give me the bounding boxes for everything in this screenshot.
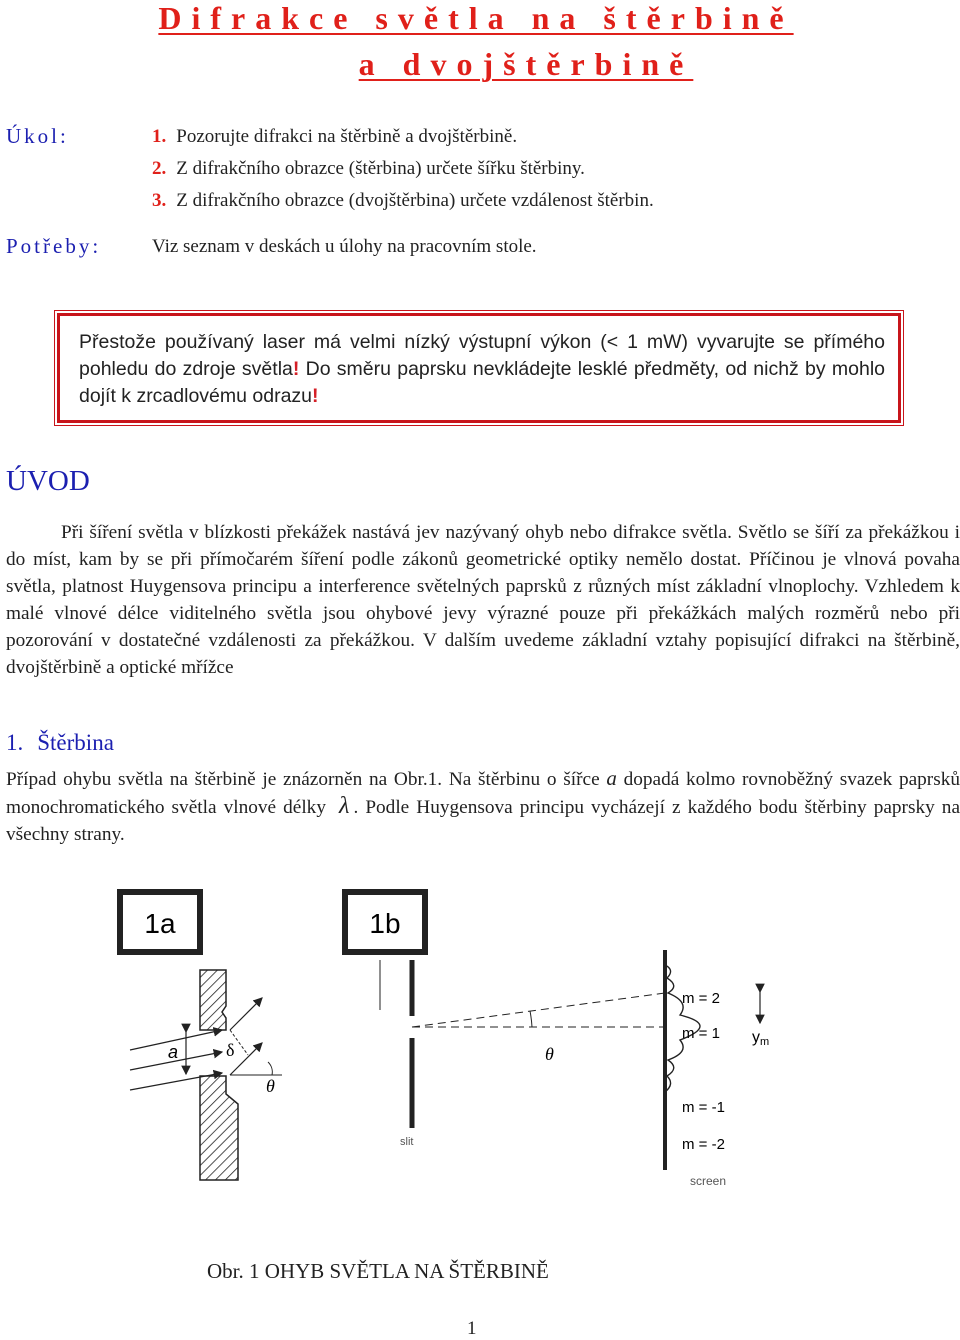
order-label: m = -1 [682, 1099, 725, 1116]
warning-exclamation: ! [312, 385, 319, 407]
figure-label-1a: 1a [144, 908, 176, 939]
warning-exclamation: ! [292, 358, 300, 380]
task-item [152, 190, 654, 212]
diffracted-ray [230, 1043, 262, 1075]
diffraction-figure [0, 880, 960, 1210]
theta-label-1b: θ [545, 1044, 554, 1064]
warning-sentence-2: Do směru paprsku nevkládejte lesklé předměty, od nichž by mohlo dojít k zrcadlovému odrazu [79, 358, 885, 407]
task-number: 2. [152, 158, 167, 179]
section-heading [6, 730, 114, 756]
order-label: m = 2 [682, 990, 720, 1007]
angle-arc [530, 1011, 532, 1027]
diffracted-ray [230, 998, 262, 1030]
task-label: Úkol: [6, 124, 69, 148]
figure-caption: Obr. 1 OHYB SVĚTLA NA ŠTĚRBINĚ [207, 1259, 549, 1283]
warning-sentence-1: Přestože používaný laser má velmi nízký výstupní výkon (< 1 mW) vyvarujte se přímého pohledu do zdroje světla [79, 331, 885, 380]
safety-warning-box [57, 313, 901, 423]
section-text-part: Případ ohybu světla na štěrbině je znázorněn na Obr.1. Na štěrbinu o šířce [6, 769, 607, 790]
section-text-part: dopadá kolmo rovnoběžný svazek paprsků monochromatického světla vlnové délky [6, 769, 960, 818]
intro-paragraph [6, 519, 960, 681]
angle-arc [268, 1062, 272, 1075]
lambda-symbol: λ [339, 793, 350, 819]
task-number: 3. [152, 190, 167, 211]
equipment-label: Potřeby: [6, 234, 102, 258]
slit-width-label: a [168, 1042, 179, 1062]
delta-label: δ [226, 1040, 235, 1060]
ym-label: ym [752, 1029, 770, 1048]
section-text-part: . Podle Huygensova principu vycházejí z každého bodu štěrbiny paprsky na všechny strany. [6, 797, 960, 845]
section-paragraph [6, 765, 960, 848]
task-text: Z difrakčního obrazce (štěrbina) určete šířku štěrbiny. [176, 158, 585, 179]
figure-label-1b: 1b [369, 908, 401, 939]
safety-warning-text [79, 329, 885, 410]
diffraction-diagram [0, 880, 960, 1210]
task-text: Pozorujte difrakci na štěrbině a dvojštěrbině. [176, 126, 518, 147]
intro-heading: ÚVOD [6, 465, 90, 497]
task-item [152, 158, 585, 180]
slit-wall-lower [200, 1076, 238, 1180]
slit-label: slit [400, 1136, 414, 1148]
task-text: Z difrakčního obrazce (dvojštěrbina) určete vzdálenost štěrbin. [176, 190, 654, 211]
slit-width-symbol: a [606, 766, 617, 790]
section-title: Štěrbina [37, 730, 114, 755]
theta-label-1a: θ [266, 1076, 275, 1096]
page-title-line2: a dvojštěrbině [358, 46, 694, 82]
slit-wall-upper [200, 970, 226, 1030]
section-number: 1. [6, 730, 24, 755]
page-number: 1 [467, 1318, 477, 1339]
screen-label: screen [690, 1174, 727, 1188]
task-item [152, 126, 517, 148]
order-label: m = -2 [682, 1136, 725, 1153]
diffraction-ray-upper [412, 993, 665, 1027]
order-label: m = 1 [682, 1025, 720, 1042]
task-number: 1. [152, 126, 167, 147]
page-title-line1: Difrakce světla na štěrbině [158, 0, 794, 36]
equipment-text: Viz seznam v deskách u úlohy na pracovním stole. [152, 236, 537, 257]
intro-text: Při šíření světla v blízkosti překážek nastává jev nazývaný ohyb nebo difrakce světla. Světlo se šíří za překážkou i do míst, kam by se při přímočarém šíření podle zákonů geometrické optiky nemělo dostat. Příčinou je vlnová povaha světla, platnost Huygensova principu a interference světelných paprsků z různých míst základní vlnoplochy. Vzhledem k malé vlnové délce viditelného světla jsou ohybové jevy výrazné pouze při překážkách malých rozměrů nebo při pozorování v dostatečné vzdálenosti za překážkou. V dalším uvedeme základní vztahy popisující difrakci na štěrbině, dvojštěrbině a optické mřížce [6, 522, 960, 678]
